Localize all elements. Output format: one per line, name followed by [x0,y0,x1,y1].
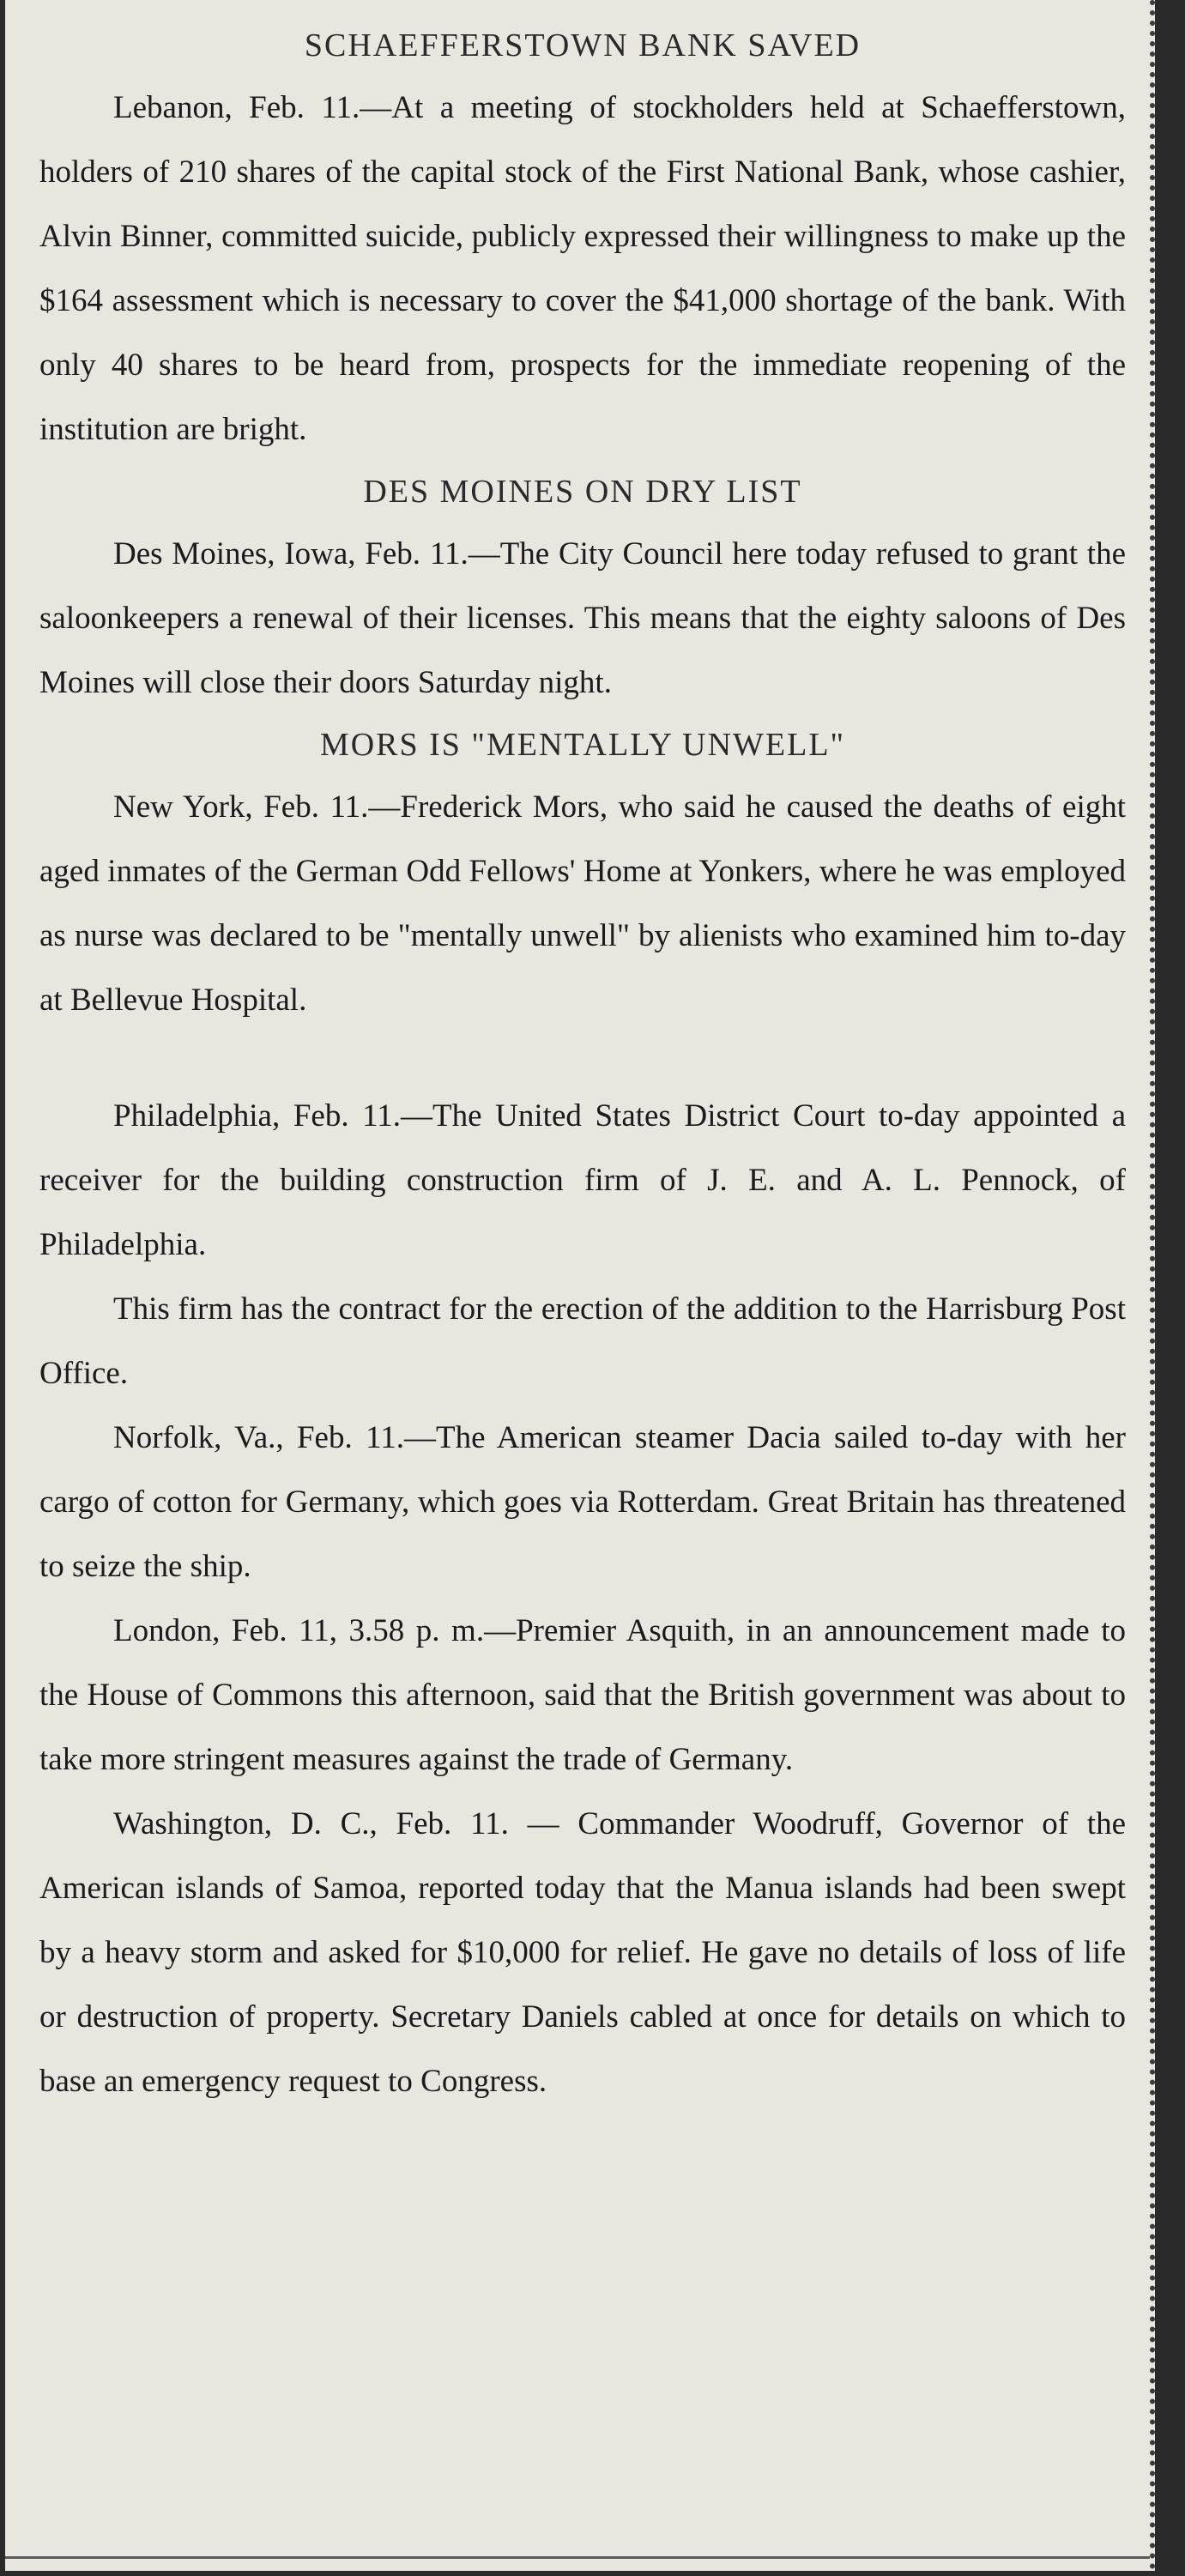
paragraph-washington: Washington, D. C., Feb. 11. — Commander Woodruff, Governor of the American islands of Samoa, reported today that the Manua islands had been swept by a heavy storm and asked for $10,000 for relief. He gave no details of loss of life or destruction of property. Secretary Daniels cabled at once for details on which to base an emergency request to Congress. [39,1806,1126,2099]
paragraph-new-york: New York, Feb. 11.—Frederick Mors, who said he caused the deaths of eight aged inmates of the German Odd Fellows' Home at Yonkers, where he was employed as nurse was declared to be "mentally unwell" by alienists who examined him to-day at Bellevue Hospital. [39,789,1126,1018]
newspaper-clipping [5,0,1155,2571]
paragraph-norfolk: Norfolk, Va., Feb. 11.—The American steamer Dacia sailed to-day with her cargo of cotton for Germany, which goes via Rotterdam. Great Britain has threatened to seize the ship. [39,1420,1126,1584]
headline-schaefferstown: SCHAEFFERSTOWN BANK SAVED [304,27,862,63]
paragraph-lebanon: Lebanon, Feb. 11.—At a meeting of stockholders held at Schaefferstown, holders of 210 shares of the capital stock of the First National Bank, whose cashier, Alvin Binner, committed suicide, publicly expressed their willingness to make up the $164 assessment which is necessary to cover the $41,000 shortage of the bank. With only 40 shares to be heard from, prospects for the immediate reopening of the institution are bright. [39,90,1126,447]
headline-mors: MORS IS "MENTALLY UNWELL" [319,727,846,763]
bottom-rule [5,2556,1150,2559]
paragraph-harrisburg-post-office: This firm has the contract for the erection of the addition to the Harrisburg Post Office. [39,1291,1126,1391]
paragraph-philadelphia: Philadelphia, Feb. 11.—The United States District Court to-day appointed a receiver for the building construction firm of J. E. and A. L. Pennock, of Philadelphia. [39,1098,1126,1262]
paragraph-des-moines: Des Moines, Iowa, Feb. 11.—The City Council here today refused to grant the saloonkeepers a renewal of their licenses. This means that the eighty saloons of Des Moines will close their doors Saturday night. [39,536,1126,700]
news-column [39,15,1126,2113]
headline-des-moines: DES MOINES ON DRY LIST [363,474,802,510]
paragraph-london: London, Feb. 11, 3.58 p. m.—Premier Asquith, in an announcement made to the House of Commons this afternoon, said that the British government was about to take more stringent measures against the trade of Germany. [39,1613,1126,1777]
section-gap [39,1032,1126,1084]
